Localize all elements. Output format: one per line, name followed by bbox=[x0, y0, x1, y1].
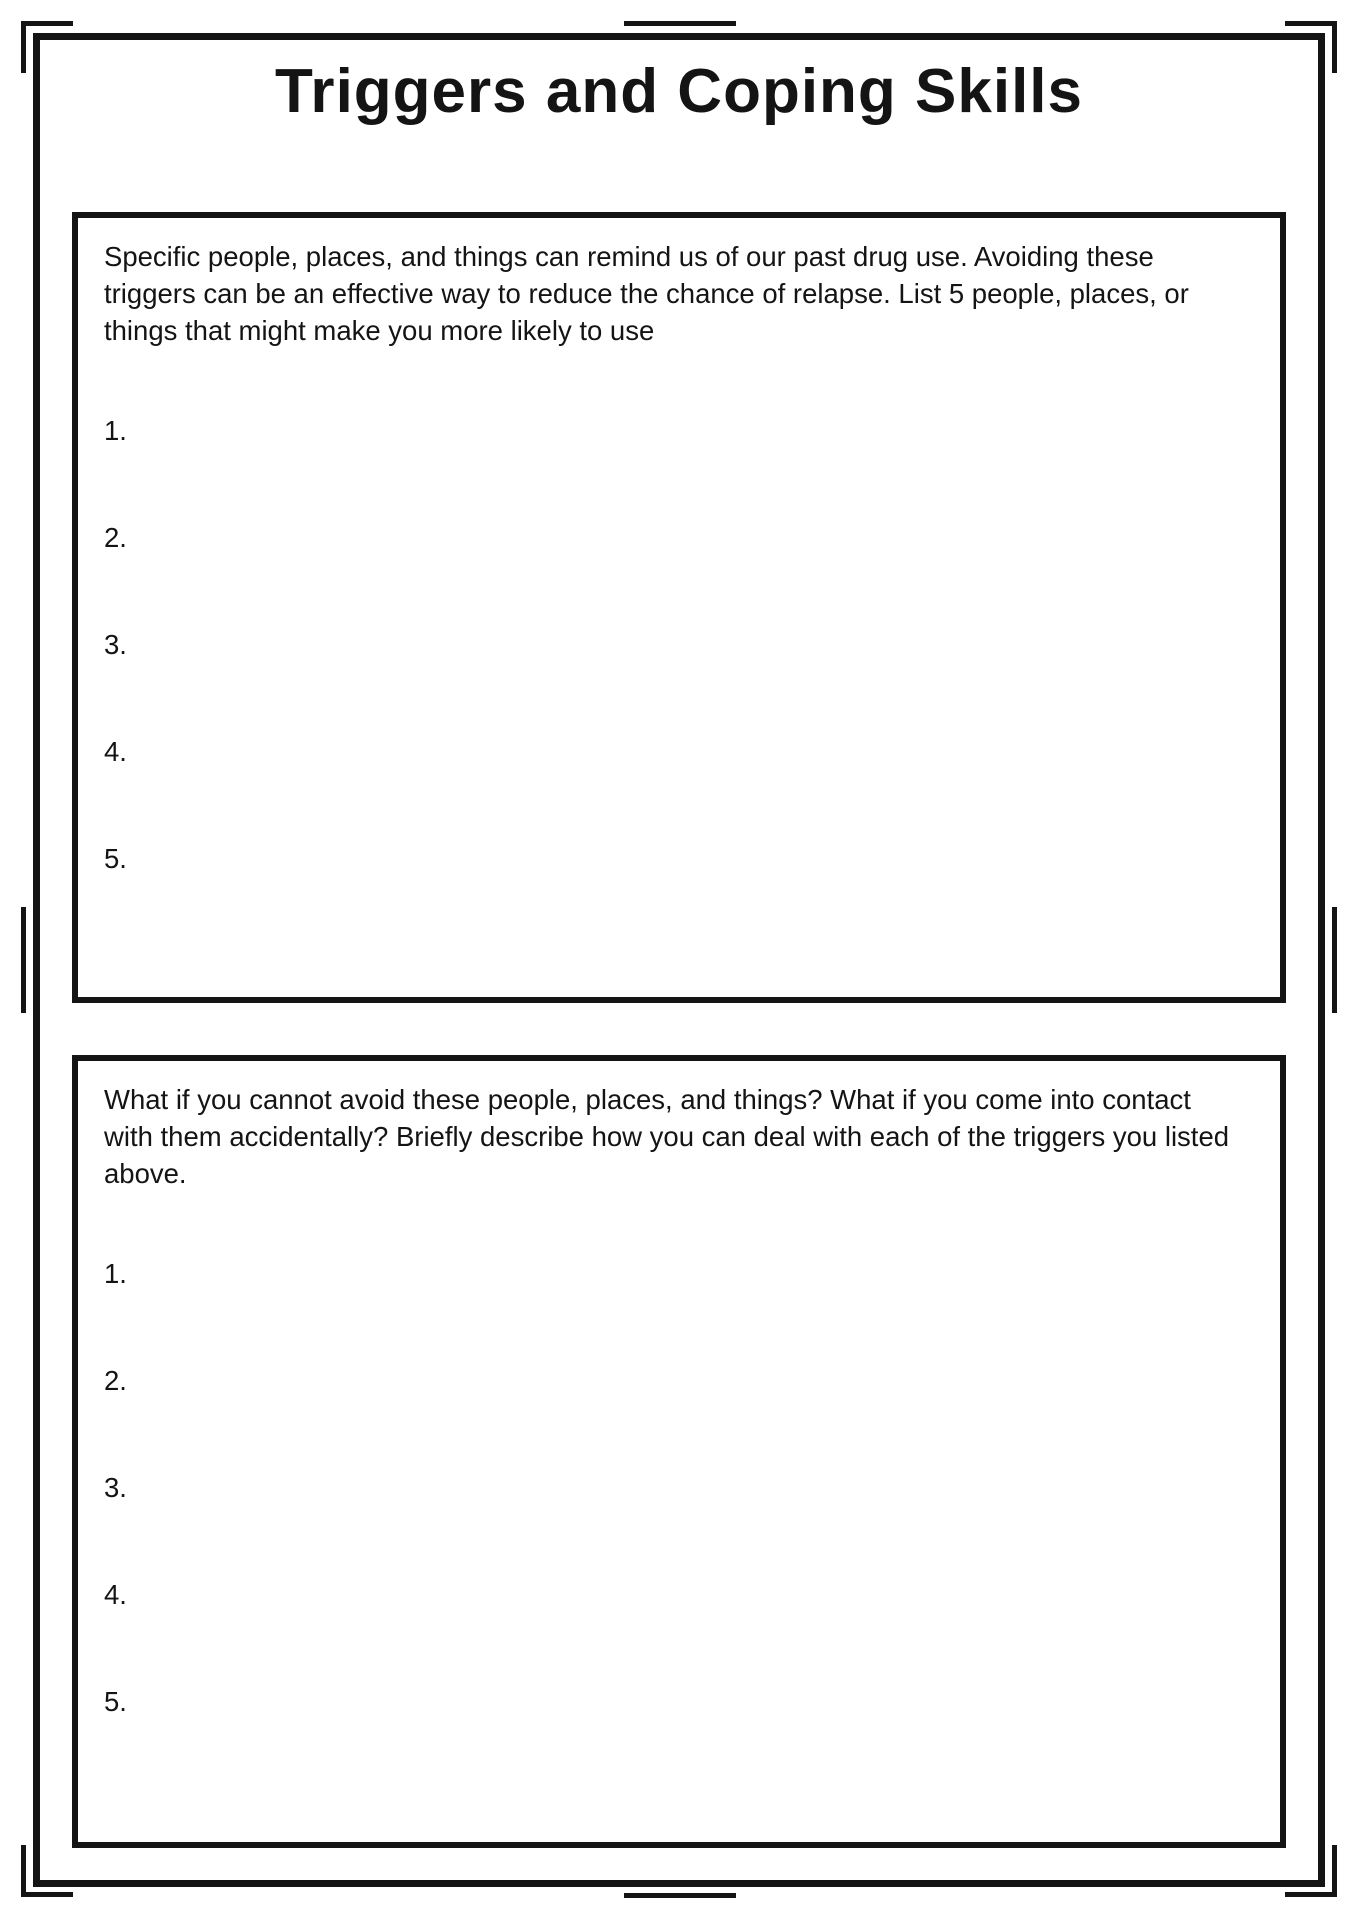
answer-space bbox=[141, 724, 1254, 761]
list-item bbox=[104, 403, 1254, 446]
answer-space bbox=[141, 1353, 1254, 1390]
coping-section-box bbox=[72, 1055, 1286, 1848]
answer-space bbox=[141, 510, 1254, 547]
page-title: Triggers and Coping Skills bbox=[274, 57, 1084, 126]
triggers-section-box bbox=[72, 212, 1286, 1003]
answer-space bbox=[141, 831, 1254, 868]
item-number: 4. bbox=[104, 736, 127, 767]
item-number: 3. bbox=[104, 1472, 127, 1503]
answer-space bbox=[141, 1567, 1254, 1604]
edge-tick-left bbox=[21, 907, 26, 1013]
triggers-prompt: Specific people, places, and things can remind us of our past drug use. Avoiding these triggers can be an effective way to reduce the chance of relapse. List 5 people, places, or things that might make you more likely to use bbox=[104, 241, 1189, 346]
item-number: 1. bbox=[104, 415, 127, 446]
list-item bbox=[104, 617, 1254, 660]
edge-tick-top bbox=[624, 21, 736, 26]
item-number: 5. bbox=[104, 843, 127, 874]
list-item bbox=[104, 724, 1254, 767]
item-number: 3. bbox=[104, 629, 127, 660]
answer-space bbox=[141, 617, 1254, 654]
edge-tick-right bbox=[1332, 907, 1337, 1013]
answer-space bbox=[141, 1246, 1254, 1283]
answer-space bbox=[141, 403, 1254, 440]
item-number: 5. bbox=[104, 1686, 127, 1717]
list-item bbox=[104, 1567, 1254, 1610]
item-number: 2. bbox=[104, 522, 127, 553]
coping-prompt: What if you cannot avoid these people, places, and things? What if you come into contact with them accidentally? Briefly describe how you can deal with each of the triggers you listed above. bbox=[104, 1084, 1230, 1189]
edge-tick-bottom bbox=[624, 1893, 736, 1898]
coping-list bbox=[104, 1246, 1254, 1717]
list-item bbox=[104, 510, 1254, 553]
answer-space bbox=[141, 1460, 1254, 1497]
list-item bbox=[104, 1246, 1254, 1289]
item-number: 4. bbox=[104, 1579, 127, 1610]
list-item bbox=[104, 1460, 1254, 1503]
list-item bbox=[104, 831, 1254, 874]
list-item bbox=[104, 1353, 1254, 1396]
list-item bbox=[104, 1674, 1254, 1717]
item-number: 1. bbox=[104, 1258, 127, 1289]
answer-space bbox=[141, 1674, 1254, 1711]
item-number: 2. bbox=[104, 1365, 127, 1396]
triggers-list bbox=[104, 403, 1254, 874]
